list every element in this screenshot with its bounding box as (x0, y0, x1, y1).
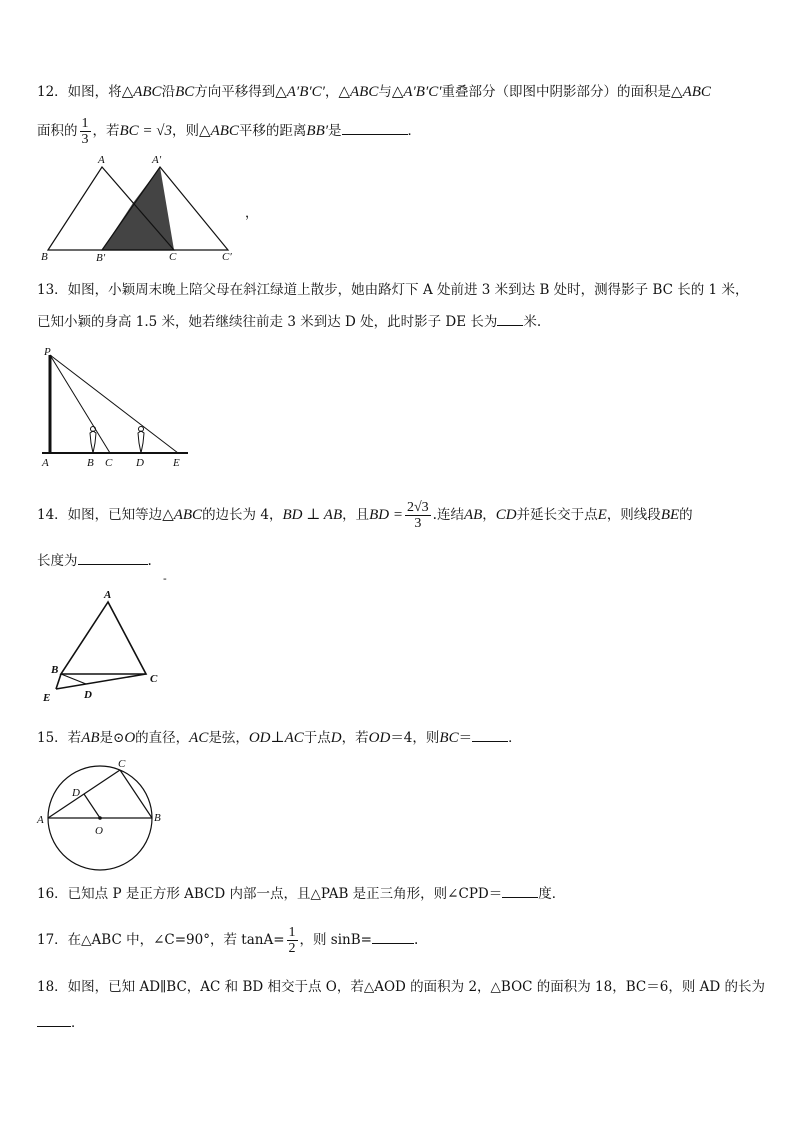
q12-text: ，若 (92, 123, 120, 139)
q18-line-1 (37, 977, 765, 997)
q15-text: ＝4，则 (390, 730, 440, 746)
q14-figure (38, 588, 168, 703)
q15-text: 15．若 (37, 730, 82, 746)
q14-text: ， (482, 507, 496, 523)
q14-label-c: C (150, 673, 158, 685)
q13-person-d (138, 427, 144, 454)
q17-text: ，则 sinB= (299, 932, 372, 948)
q14-label-b: B (51, 664, 59, 676)
q12-answer-blank[interactable] (342, 120, 408, 135)
q12-text: 平移的距离 (238, 123, 307, 139)
q17-frac-num: 1 (288, 925, 296, 940)
q12-label-b: B (41, 251, 48, 263)
q13-label-a: A (42, 457, 49, 469)
q12-text: 沿 (161, 84, 176, 100)
q12-line-1 (37, 82, 711, 102)
q16-answer-blank[interactable] (502, 883, 538, 898)
q12-frac-den: 3 (81, 132, 89, 147)
q13-figure (38, 345, 198, 470)
q15-label-d: D (72, 787, 80, 799)
q17-text: . (413, 932, 419, 948)
q12-triangle-prime: △A′B′C′ (391, 84, 442, 100)
q13-line-2 (37, 311, 541, 332)
q18-text: ． (71, 1015, 85, 1031)
q15-line-1 (37, 727, 522, 748)
q15-segment-od (84, 794, 100, 818)
q14-frac-den: 3 (414, 516, 422, 531)
q15-label-o: O (95, 825, 103, 837)
q12-text: 方向平移得到 (194, 84, 276, 100)
q15-ac: AC (189, 730, 209, 746)
q13-ray-e (50, 355, 178, 453)
q14-label-e: E (43, 692, 51, 704)
q15-answer-blank[interactable] (472, 727, 508, 742)
q14-text: 长度为 (37, 553, 78, 569)
q12-frac-num: 1 (81, 116, 89, 131)
q17-fraction (287, 925, 298, 956)
q15-text: 的直径， (135, 730, 190, 746)
q14-fraction (405, 500, 431, 531)
q15-center-point (98, 816, 102, 820)
q15-label-c: C (118, 758, 126, 770)
q14-text: ，则线段 (606, 507, 661, 523)
q15-label-b: B (154, 812, 161, 824)
q14-line-bd (61, 674, 86, 684)
q14-text: .连结 (432, 507, 464, 523)
q14-text: 的边长为 4， (202, 507, 283, 523)
q15-figure (36, 756, 166, 874)
q13-person-b (90, 427, 96, 454)
q15-bc: BC (439, 730, 459, 746)
q14-frac-num: 2√3 (406, 500, 429, 515)
q12-triangle-prime: △A′B′C′ (275, 84, 325, 100)
q13-line-1 (37, 280, 748, 300)
q13-answer-blank[interactable] (497, 311, 523, 326)
q14-be: BE (660, 507, 680, 523)
q14-bd: BD = (369, 507, 403, 523)
q13-text: 米. (523, 314, 542, 330)
q16-text: 16．已知点 P 是正方形 ABCD 内部一点，且△PAB 是正三角形，则∠CPD＝ (37, 886, 503, 902)
q15-text: ． (508, 730, 522, 746)
stray-mark: - (163, 572, 167, 585)
q13-label-p: P (44, 346, 51, 358)
q14-answer-blank[interactable] (78, 550, 148, 565)
q14-text: 并延长交于点 (516, 507, 598, 523)
q15-d: D (330, 730, 342, 746)
q15-od-perp-ac: OD⊥AC (248, 730, 304, 746)
q12-label-c: C (169, 251, 177, 263)
q15-chord-cb (120, 770, 152, 818)
q13-label-e: E (173, 457, 180, 469)
q14-label-a: A (104, 589, 112, 601)
q13-ray-c (50, 355, 110, 453)
q12-bc: BC (175, 84, 195, 100)
q12-text: 与 (378, 84, 392, 100)
q12-text: 面积的 (37, 123, 78, 139)
q14-line-ec (56, 674, 146, 689)
q13-label-b: B (87, 457, 94, 469)
q15-text: 于点 (303, 730, 331, 746)
q12-triangle-abc: △ABC (199, 123, 239, 139)
q14-label-d: D (84, 689, 92, 701)
q13-label-c: C (105, 457, 113, 469)
q14-ab: AB (463, 507, 483, 523)
q12-text: 12．如图，将 (37, 84, 122, 100)
q12-label-cp: C′ (222, 251, 232, 263)
q14-cd: CD (495, 507, 517, 523)
q12-text: ， (324, 84, 339, 100)
q15-label-a: A (37, 814, 44, 826)
q14-text: 14．如图，已知等边 (37, 507, 163, 523)
q13-label-d: D (136, 457, 144, 469)
q12-label-ap: A′ (152, 154, 162, 166)
q16-line (37, 883, 565, 904)
q16-text: 度． (538, 886, 566, 902)
q15-text: ＝ (458, 730, 473, 746)
q17-line (37, 925, 418, 956)
q14-line-be (56, 674, 61, 689)
q12-figure (38, 155, 238, 265)
q15-o: O (124, 730, 136, 746)
q18-line-2 (37, 1012, 85, 1033)
q17-frac-den: 2 (288, 941, 296, 956)
q12-fraction (80, 116, 91, 147)
q13-text: 已知小颖的身高 1.5 米，她若继续往前走 3 米到达 D 处，此时影子 DE 长为 (37, 314, 498, 330)
q12-triangle-abc: △ABC (338, 84, 379, 100)
q14-perp: BD ⊥ AB (282, 507, 343, 523)
q17-text: 17．在△ABC 中，∠C=90°，若 tanA= (37, 932, 285, 948)
q12-triangle-abc: △ABC (121, 84, 162, 100)
q15-od: OD (368, 730, 391, 746)
q15-text: 是⊙ (99, 730, 125, 746)
q14-text: . (147, 553, 152, 569)
q14-text: ，且 (342, 507, 370, 523)
q14-e: E (597, 507, 607, 523)
q15-text: ，若 (341, 730, 369, 746)
q12-text: ，则 (172, 123, 200, 139)
q12-label-bp: B′ (96, 252, 106, 264)
q12-triangle-abc: △ABC (671, 84, 711, 100)
q14-triangle-shape (61, 602, 146, 674)
q14-line-2 (37, 550, 152, 571)
q12-text: ． (407, 123, 422, 139)
q14-text: 的 (679, 507, 693, 523)
q12-bb: BB′ (306, 123, 329, 139)
q18-text: 18．如图，已知 AD∥BC，AC 和 BD 相交于点 O，若△AOD 的面积为 2，△BOC 的面积为 18，BC＝6，则 AD 的长为 (37, 979, 765, 995)
q15-ab: AB (81, 730, 100, 746)
q12-text: 是 (328, 123, 342, 139)
q12-stray-comma: ， (245, 206, 259, 221)
q18-answer-blank[interactable] (37, 1012, 71, 1027)
q12-line-2 (37, 116, 421, 147)
q12-equation: BC = √3 (119, 123, 173, 139)
q15-text: 是弦， (208, 730, 249, 746)
q12-text: 重叠部分（即图中阴影部分）的面积是 (441, 84, 672, 100)
q12-label-a: A (98, 154, 105, 166)
q14-line-1 (37, 500, 693, 531)
q14-triangle-abc: △ABC (162, 507, 203, 523)
q17-answer-blank[interactable] (372, 929, 414, 944)
q13-text: 13．如图，小颖周末晚上陪父母在斜江绿道上散步，她由路灯下 A 处前进 3 米到达 B 处时，测得影子 BC 长的 1 米， (37, 282, 749, 298)
